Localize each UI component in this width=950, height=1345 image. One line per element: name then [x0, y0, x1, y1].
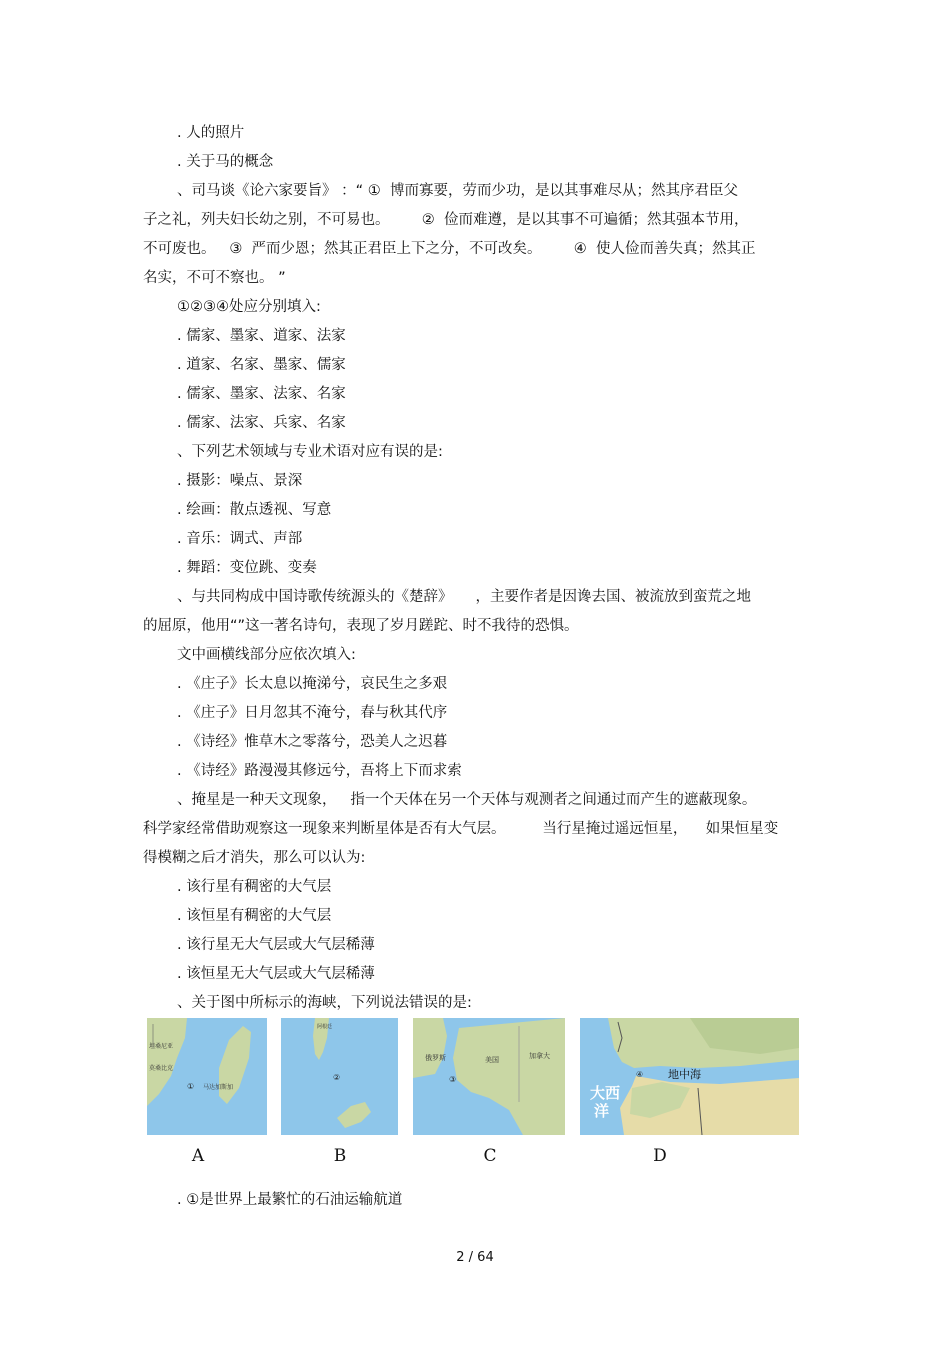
question-stem: 、与共同构成中国诗歌传统源头的《楚辞》 ，主要作者是因谗去国、被流放到蛮荒之地 — [177, 589, 752, 605]
option-line: . 该恒星无大气层或大气层稀薄 — [177, 966, 375, 982]
question-stem: 、掩星是一种天文现象， 指一个天体在另一个天体与观测者之间通过而产生的遮蔽现象。 — [177, 792, 757, 808]
question-stem: 、关于图中所标示的海峡，下列说法错误的是: — [177, 995, 472, 1011]
option-line: . 《庄子》长太息以掩涕兮，哀民生之多艰 — [177, 676, 448, 692]
question-stem: 、司马谈《论六家要旨》 ：“ ① 博而寡要，劳而少功，是以其事难尽从；然其序君臣父 — [177, 183, 738, 199]
map-a-caption: A — [191, 1146, 205, 1166]
question-text: 科学家经常借助观察这一现象来判断星体是否有大气层。 当行星掩过遥远恒星， 如果恒星变 — [143, 821, 779, 837]
question-prompt: 文中画横线部分应依次填入: — [177, 647, 356, 663]
question-text: 名实，不可不察也。 ” — [143, 270, 286, 286]
map-c-caption: C — [483, 1146, 497, 1166]
question-prompt: ①②③④处应分别填入: — [177, 299, 321, 315]
map-b-drake-passage — [281, 1018, 398, 1135]
page-number: 2 / 64 — [456, 1250, 494, 1265]
option-line: . 该行星有稠密的大气层 — [177, 879, 332, 895]
option-line: . ①是世界上最繁忙的石油运输航道 — [177, 1192, 403, 1208]
map-a-label-mozambique: 莫桑比克 — [149, 1065, 174, 1072]
map-d-label-atlantic-2: 洋 — [594, 1102, 610, 1120]
question-text: 的屈原，他用“”这一著名诗句，表现了岁月蹉跎、时不我待的恐惧。 — [143, 618, 579, 634]
question-text: 得模糊之后才消失，那么可以认为: — [143, 850, 366, 866]
option-line: . 绘画：散点透视、写意 — [177, 502, 332, 518]
map-b-caption: B — [333, 1146, 347, 1166]
question-text: 不可废也。 ③ 严而少恩；然其正君臣上下之分，不可改矣。 ④ 使人俭而善失真；然其正 — [143, 241, 756, 257]
map-b-marker: ② — [333, 1073, 341, 1082]
map-a-marker: ① — [187, 1082, 195, 1091]
option-line: . 该恒星有稠密的大气层 — [177, 908, 332, 924]
option-line: . 关于马的概念 — [177, 154, 274, 170]
question-text: 子之礼，列夫妇长幼之别，不可易也。 ② 俭而难遵，是以其事不可遍循；然其强本节用， — [143, 212, 749, 228]
question-stem: 、下列艺术领域与专业术语对应有误的是: — [177, 444, 443, 460]
option-line: . 儒家、墨家、道家、法家 — [177, 328, 346, 344]
map-d-gibraltar-strait — [580, 1018, 799, 1135]
map-b-label-argentina: 阿根廷 — [317, 1024, 333, 1030]
map-d-label-atlantic-1: 大西 — [590, 1084, 621, 1102]
map-d-caption: D — [653, 1146, 667, 1166]
map-c-label-canada: 加拿大 — [529, 1052, 550, 1060]
map-d-marker: ④ — [636, 1070, 644, 1079]
map-a-label-madagascar: 马达加斯加 — [203, 1084, 234, 1091]
option-line: . 该行星无大气层或大气层稀薄 — [177, 937, 375, 953]
option-line: . 道家、名家、墨家、儒家 — [177, 357, 346, 373]
map-c-label-usa: 美国 — [485, 1056, 499, 1064]
option-line: . 《庄子》日月忽其不淹兮，春与秋其代序 — [177, 705, 448, 721]
map-c-marker: ③ — [449, 1075, 457, 1084]
option-line: . 《诗经》惟草木之零落兮，恐美人之迟暮 — [177, 734, 448, 750]
option-line: . 摄影：噪点、景深 — [177, 473, 303, 489]
option-line: . 《诗经》路漫漫其修远兮，吾将上下而求索 — [177, 763, 462, 779]
option-line: . 音乐：调式、声部 — [177, 531, 303, 547]
map-c-bering-strait — [413, 1018, 565, 1135]
option-line: . 舞蹈：变位跳、变奏 — [177, 560, 317, 576]
map-c-label-russia: 俄罗斯 — [425, 1054, 446, 1062]
option-line: . 儒家、法家、兵家、名家 — [177, 415, 346, 431]
map-d-label-mediterranean: 地中海 — [668, 1068, 701, 1081]
option-line: . 人的照片 — [177, 125, 245, 141]
option-line: . 儒家、墨家、法家、名家 — [177, 386, 346, 402]
map-a-mozambique-channel — [147, 1018, 267, 1135]
map-a-label-tanzania: 坦桑尼亚 — [149, 1043, 174, 1050]
